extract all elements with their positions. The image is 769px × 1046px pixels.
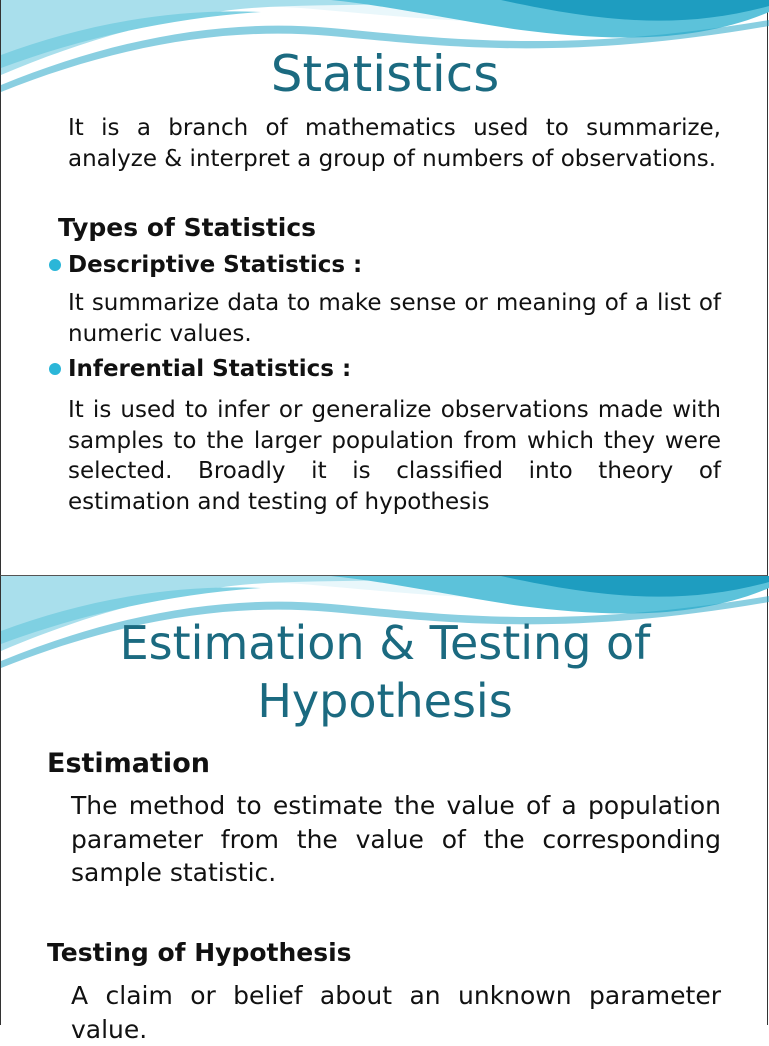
slide-title-line-1: Estimation & Testing of [119,616,651,670]
bullet-dot-icon [49,259,61,271]
bullet-dot-icon [49,363,61,375]
descriptive-paragraph: It summarize data to make sense or meaning of a list of numeric values. [68,290,721,347]
hypothesis-paragraph: A claim or belief about an unknown parameter value. [71,981,721,1044]
inferential-bullet [49,356,351,382]
estimation-paragraph: The method to estimate the value of a population parameter from the value of the corresponding sample statistic. [71,791,721,887]
estimation-heading: Estimation [47,748,210,779]
types-heading: Types of Statistics [58,213,317,242]
slide-estimation [0,575,768,1044]
slide-title: Statistics [270,45,500,103]
descriptive-label: Descriptive Statistics : [68,252,363,278]
inferential-paragraph: It is used to infer or generalize observations made with samples to the larger population from which they were selected. Broadly it is classified into theory of estimation and testing of hypothesis [68,397,721,515]
descriptive-bullet [49,252,362,278]
intro-paragraph: It is a branch of mathematics used to summarize, analyze & interpret a group of numbers of observations. [68,115,721,172]
inferential-label: Inferential Statistics : [68,356,352,382]
hypothesis-heading: Testing of Hypothesis [47,938,352,967]
slide-title-line-2: Hypothesis [257,674,513,728]
